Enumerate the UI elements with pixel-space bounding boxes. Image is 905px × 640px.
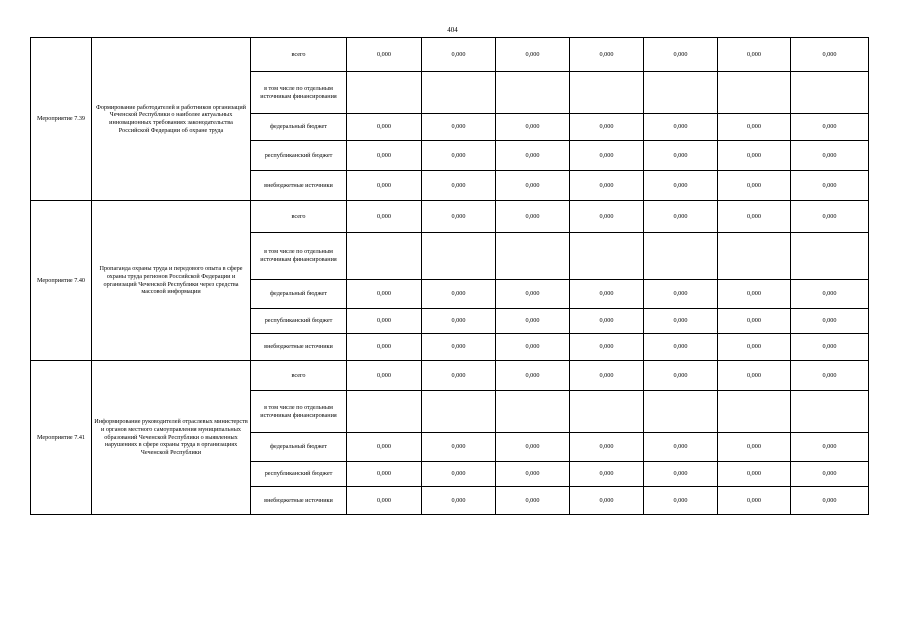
amount-cell [422, 233, 496, 280]
measure-code: Мероприятие 7.40 [31, 201, 92, 361]
amount-cell [718, 72, 791, 114]
measure-description: Формирование работодателей и работников организаций Чеченской Республики о наиболее актуальных инновационных требованиях законодательства Российской Федерации об охране труда [92, 38, 251, 201]
amount-cell: 0,000 [422, 201, 496, 233]
amount-cell: 0,000 [347, 141, 422, 171]
amount-cell: 0,000 [570, 141, 644, 171]
amount-cell: 0,000 [570, 280, 644, 309]
amount-cell: 0,000 [570, 171, 644, 201]
amount-cell: 0,000 [570, 38, 644, 72]
amount-cell: 0,000 [347, 114, 422, 141]
amount-cell: 0,000 [570, 334, 644, 361]
amount-cell [644, 391, 718, 433]
amount-cell: 0,000 [718, 361, 791, 391]
amount-cell: 0,000 [570, 433, 644, 462]
amount-cell: 0,000 [791, 487, 869, 515]
funding-source: всего [251, 38, 347, 72]
amount-cell: 0,000 [644, 309, 718, 334]
measure-code: Мероприятие 7.39 [31, 38, 92, 201]
amount-cell: 0,000 [496, 309, 570, 334]
amount-cell: 0,000 [422, 171, 496, 201]
measure-description: Информирование руководителей отраслевых министерств и органов местного самоуправления муниципальных образований Чеченской Республики о выявленных нарушениях в сфере охраны труда в организациях Чеченской Республики [92, 361, 251, 515]
amount-cell [496, 72, 570, 114]
funding-source: федеральный бюджет [251, 114, 347, 141]
amount-cell: 0,000 [496, 171, 570, 201]
amount-cell: 0,000 [791, 114, 869, 141]
measure-description: Пропаганда охраны труда и передового опыта в сфере охраны труда регионов Российской Федерации и организаций Чеченской Республики через средства массовой информации [92, 201, 251, 361]
amount-cell [347, 72, 422, 114]
amount-cell: 0,000 [347, 38, 422, 72]
funding-source: республиканский бюджет [251, 462, 347, 487]
amount-cell: 0,000 [570, 201, 644, 233]
amount-cell: 0,000 [347, 334, 422, 361]
amount-cell: 0,000 [644, 462, 718, 487]
amount-cell: 0,000 [347, 433, 422, 462]
funding-source: республиканский бюджет [251, 309, 347, 334]
amount-cell: 0,000 [422, 487, 496, 515]
amount-cell: 0,000 [718, 201, 791, 233]
amount-cell: 0,000 [718, 334, 791, 361]
amount-cell: 0,000 [347, 201, 422, 233]
funding-source: всего [251, 361, 347, 391]
amount-cell: 0,000 [644, 334, 718, 361]
amount-cell: 0,000 [791, 309, 869, 334]
amount-cell: 0,000 [644, 361, 718, 391]
amount-cell [496, 233, 570, 280]
amount-cell [422, 391, 496, 433]
amount-cell: 0,000 [496, 114, 570, 141]
page-number: 404 [447, 26, 458, 34]
amount-cell [644, 72, 718, 114]
amount-cell: 0,000 [718, 141, 791, 171]
measure-code: Мероприятие 7.41 [31, 361, 92, 515]
amount-cell: 0,000 [718, 114, 791, 141]
amount-cell [791, 233, 869, 280]
amount-cell: 0,000 [422, 141, 496, 171]
table-row [31, 361, 869, 391]
amount-cell: 0,000 [496, 38, 570, 72]
amount-cell: 0,000 [644, 487, 718, 515]
amount-cell: 0,000 [422, 361, 496, 391]
amount-cell: 0,000 [570, 462, 644, 487]
funding-source: республиканский бюджет [251, 141, 347, 171]
amount-cell: 0,000 [791, 334, 869, 361]
amount-cell: 0,000 [496, 433, 570, 462]
amount-cell: 0,000 [570, 487, 644, 515]
amount-cell [496, 391, 570, 433]
funding-source: внебюджетные источники [251, 171, 347, 201]
amount-cell: 0,000 [791, 171, 869, 201]
amount-cell: 0,000 [496, 201, 570, 233]
amount-cell [718, 233, 791, 280]
amount-cell: 0,000 [791, 141, 869, 171]
funding-source: в том числе по отдельным источникам финансирования [251, 233, 347, 280]
amount-cell: 0,000 [347, 280, 422, 309]
amount-cell: 0,000 [718, 309, 791, 334]
amount-cell: 0,000 [496, 141, 570, 171]
amount-cell: 0,000 [718, 462, 791, 487]
funding-source: федеральный бюджет [251, 433, 347, 462]
amount-cell: 0,000 [496, 280, 570, 309]
amount-cell: 0,000 [422, 114, 496, 141]
amount-cell [347, 391, 422, 433]
amount-cell: 0,000 [347, 487, 422, 515]
table-row [31, 201, 869, 233]
amount-cell: 0,000 [718, 487, 791, 515]
amount-cell: 0,000 [791, 361, 869, 391]
amount-cell: 0,000 [791, 201, 869, 233]
amount-cell [570, 233, 644, 280]
amount-cell: 0,000 [644, 114, 718, 141]
amount-cell: 0,000 [347, 171, 422, 201]
amount-cell: 0,000 [347, 462, 422, 487]
funding-source: федеральный бюджет [251, 280, 347, 309]
amount-cell: 0,000 [422, 309, 496, 334]
amount-cell [570, 72, 644, 114]
amount-cell: 0,000 [644, 433, 718, 462]
amount-cell: 0,000 [570, 361, 644, 391]
amount-cell [570, 391, 644, 433]
amount-cell: 0,000 [718, 280, 791, 309]
amount-cell: 0,000 [644, 141, 718, 171]
funding-source: в том числе по отдельным источникам финансирования [251, 72, 347, 114]
amount-cell: 0,000 [718, 171, 791, 201]
amount-cell: 0,000 [718, 433, 791, 462]
amount-cell: 0,000 [644, 201, 718, 233]
amount-cell: 0,000 [347, 309, 422, 334]
amount-cell: 0,000 [422, 334, 496, 361]
amount-cell: 0,000 [644, 38, 718, 72]
amount-cell: 0,000 [422, 38, 496, 72]
amount-cell: 0,000 [496, 334, 570, 361]
amount-cell: 0,000 [791, 38, 869, 72]
amount-cell: 0,000 [496, 361, 570, 391]
amount-cell: 0,000 [570, 309, 644, 334]
amount-cell: 0,000 [496, 487, 570, 515]
amount-cell [347, 233, 422, 280]
funding-source: всего [251, 201, 347, 233]
amount-cell [422, 72, 496, 114]
amount-cell: 0,000 [422, 433, 496, 462]
amount-cell: 0,000 [347, 361, 422, 391]
amount-cell: 0,000 [422, 462, 496, 487]
amount-cell [791, 72, 869, 114]
amount-cell [791, 391, 869, 433]
funding-source: внебюджетные источники [251, 334, 347, 361]
amount-cell: 0,000 [570, 114, 644, 141]
table-body [31, 38, 869, 515]
amount-cell [718, 391, 791, 433]
amount-cell: 0,000 [496, 462, 570, 487]
amount-cell: 0,000 [791, 462, 869, 487]
amount-cell: 0,000 [718, 38, 791, 72]
amount-cell: 0,000 [422, 280, 496, 309]
amount-cell [644, 233, 718, 280]
funding-table [30, 37, 869, 515]
amount-cell: 0,000 [644, 280, 718, 309]
amount-cell: 0,000 [791, 280, 869, 309]
amount-cell: 0,000 [791, 433, 869, 462]
funding-source: внебюджетные источники [251, 487, 347, 515]
funding-source: в том числе по отдельным источникам финансирования [251, 391, 347, 433]
amount-cell: 0,000 [644, 171, 718, 201]
table-row [31, 38, 869, 72]
